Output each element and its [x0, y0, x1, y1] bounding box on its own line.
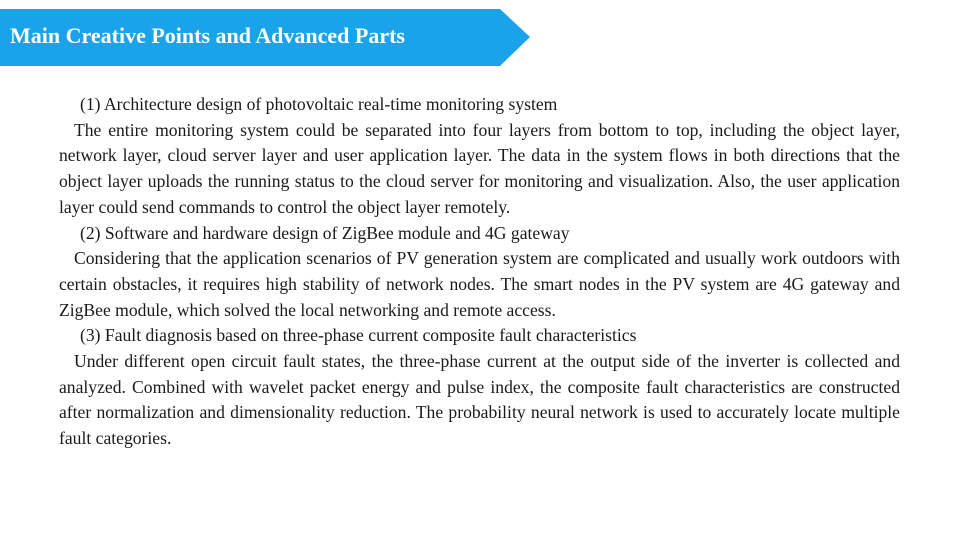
- section-3-heading: (3) Fault diagnosis based on three-phase current composite fault characteristics: [80, 325, 637, 346]
- section-2-body: Considering that the application scenarios of PV generation system are complicated and usually work outdoors with certain obstacles, it requires high stability of network nodes. The smart nodes in the PV system are 4G gateway and ZigBee module, which solved the local networking and remote access.: [59, 248, 900, 320]
- slide-content: [59, 92, 900, 452]
- section-2-heading: (2) Software and hardware design of ZigBee module and 4G gateway: [80, 222, 570, 243]
- section-1-heading: (1) Architecture design of photovoltaic real-time monitoring system: [80, 94, 558, 114]
- slide-title: Main Creative Points and Advanced Parts: [10, 23, 405, 48]
- section-1-body: The entire monitoring system could be separated into four layers from bottom to top, including the object layer, network layer, cloud server layer and user application layer. The data in the system flows in both directions that the object layer uploads the running status to the cloud server for monitoring and visualization. Also, the user application layer could send commands to control the object layer remotely.: [59, 119, 900, 217]
- section-3-body: Under different open circuit fault states, the three-phase current at the output side of the inverter is collected and analyzed. Combined with wavelet packet energy and pulse index, the composite fault characteristics are constructed after normalization and dimensionality reduction. The probability neural network is used to accurately locate multiple fault categories.: [59, 351, 900, 449]
